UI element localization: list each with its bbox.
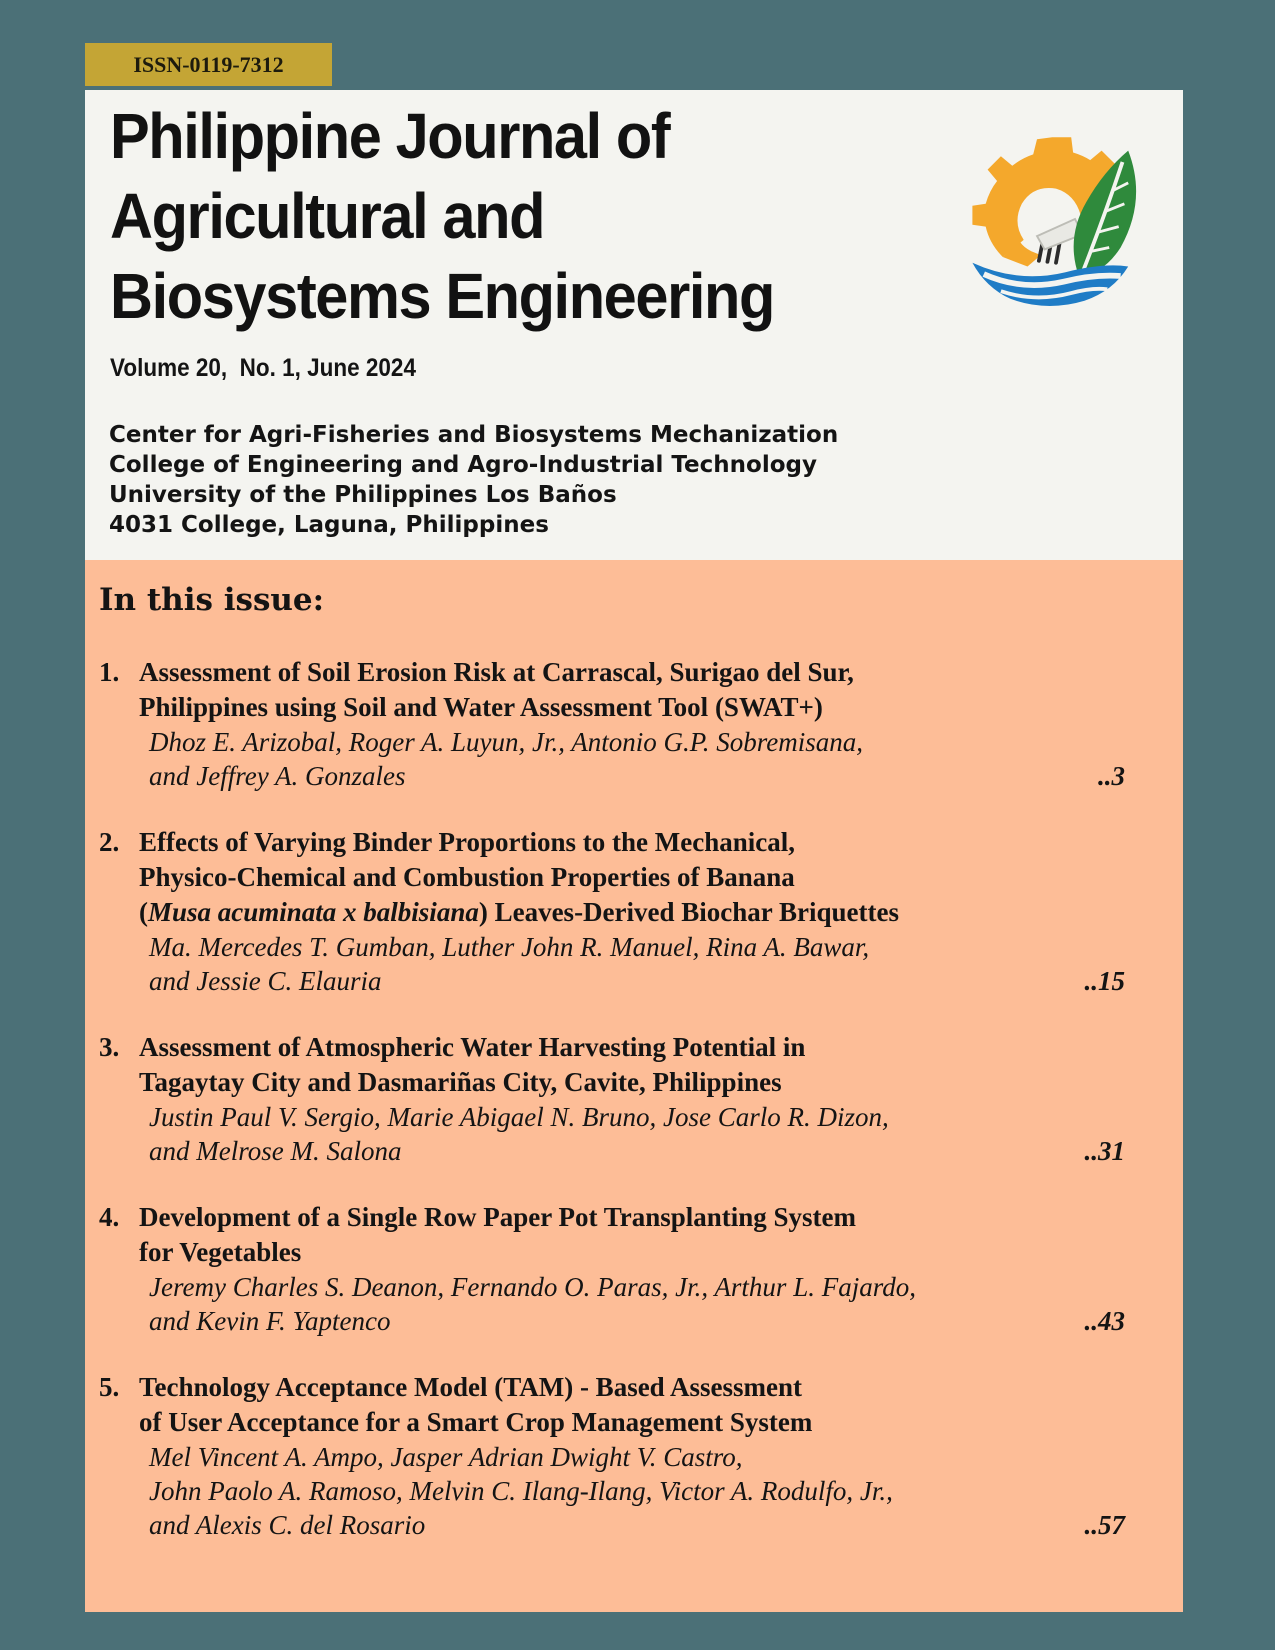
article-authors — [149, 930, 1183, 998]
publisher-address — [109, 420, 838, 540]
article-title — [139, 1200, 1183, 1270]
author-line: and Jeffrey A. Gonzales — [149, 761, 406, 791]
article-title-line: of User Acceptance for a Smart Crop Management System — [139, 1407, 813, 1437]
author-line: and Melrose M. Salona — [149, 1136, 402, 1166]
article-title — [139, 655, 1183, 725]
article-number: 3. — [99, 1032, 120, 1062]
contents-heading: In this issue: — [99, 582, 325, 618]
journal-title — [110, 96, 774, 336]
article-title-line: Philippines using Soil and Water Assessment Tool (SWAT+) — [139, 692, 823, 722]
article-page-number: ..3 — [1098, 761, 1125, 791]
masthead — [85, 90, 1183, 560]
journal-title-line: Biosystems Engineering — [110, 260, 774, 332]
author-line: and Kevin F. Yaptenco — [149, 1306, 391, 1336]
gear-leaf-water-logo-icon — [961, 124, 1151, 314]
title-paren-open: ( — [139, 897, 148, 927]
author-line: Ma. Mercedes T. Gumban, Luther John R. Manuel, Rina A. Bawar, — [149, 932, 870, 962]
species-name: Musa acuminata x balbisiana — [148, 897, 479, 927]
article-title-line: Effects of Varying Binder Proportions to the Mechanical, — [139, 827, 795, 857]
article-title — [139, 1030, 1183, 1100]
author-line: and Jessie C. Elauria — [149, 966, 382, 996]
article-title-line: Technology Acceptance Model (TAM) - Based Assessment — [139, 1372, 802, 1402]
table-of-contents — [85, 560, 1183, 1612]
article-page-number: ..15 — [1084, 966, 1125, 996]
address-line: University of the Philippines Los Baños — [109, 482, 617, 508]
article-title — [139, 1370, 1183, 1440]
article-authors — [149, 725, 1183, 793]
article-authors — [149, 1440, 1183, 1542]
issn-badge: ISSN-0119-7312 — [85, 43, 332, 86]
article-page-number: ..31 — [1084, 1136, 1125, 1166]
article-title-line — [139, 895, 1183, 930]
address-line: College of Engineering and Agro-Industrial Technology — [109, 452, 817, 478]
author-line: Dhoz E. Arizobal, Roger A. Luyun, Jr., Antonio G.P. Sobremisana, — [149, 727, 864, 757]
article-title-line: Development of a Single Row Paper Pot Transplanting System — [139, 1202, 857, 1232]
article-title — [139, 825, 1183, 930]
author-line: Jeremy Charles S. Deanon, Fernando O. Paras, Jr., Arthur L. Fajardo, — [149, 1272, 916, 1302]
title-remainder: ) Leaves-Derived Biochar Briquettes — [478, 897, 900, 927]
address-line: 4031 College, Laguna, Philippines — [109, 512, 549, 538]
article-item[interactable] — [85, 655, 1183, 793]
author-line: Mel Vincent A. Ampo, Jasper Adrian Dwight V. Castro, — [149, 1442, 743, 1472]
article-list — [85, 655, 1183, 1574]
article-number: 5. — [99, 1372, 120, 1402]
article-title-line: Assessment of Atmospheric Water Harvesting Potential in — [139, 1032, 806, 1062]
article-number: 1. — [99, 657, 120, 687]
article-item[interactable] — [85, 825, 1183, 998]
author-line: John Paolo A. Ramoso, Melvin C. Ilang-Ilang, Victor A. Rodulfo, Jr., — [149, 1476, 893, 1506]
article-authors — [149, 1270, 1183, 1338]
article-title-line: Physico-Chemical and Combustion Properties of Banana — [139, 862, 795, 892]
article-item[interactable] — [85, 1370, 1183, 1542]
article-number: 2. — [99, 827, 120, 857]
article-page-number: ..57 — [1084, 1510, 1125, 1540]
article-authors — [149, 1100, 1183, 1168]
article-number: 4. — [99, 1202, 120, 1232]
article-title-line: Tagaytay City and Dasmariñas City, Cavite, Philippines — [139, 1067, 782, 1097]
volume-info: Volume 20, No. 1, June 2024 — [110, 354, 416, 382]
article-title-line: Assessment of Soil Erosion Risk at Carrascal, Surigao del Sur, — [139, 657, 854, 687]
article-item[interactable] — [85, 1200, 1183, 1338]
article-title-line: for Vegetables — [139, 1237, 302, 1267]
author-line: Justin Paul V. Sergio, Marie Abigael N. Bruno, Jose Carlo R. Dizon, — [149, 1102, 889, 1132]
journal-title-line: Agricultural and — [110, 180, 545, 252]
article-item[interactable] — [85, 1030, 1183, 1168]
address-line: Center for Agri-Fisheries and Biosystems Mechanization — [109, 422, 839, 448]
author-line: and Alexis C. del Rosario — [149, 1510, 426, 1540]
journal-title-line: Philippine Journal of — [110, 100, 670, 172]
article-page-number: ..43 — [1084, 1306, 1125, 1336]
